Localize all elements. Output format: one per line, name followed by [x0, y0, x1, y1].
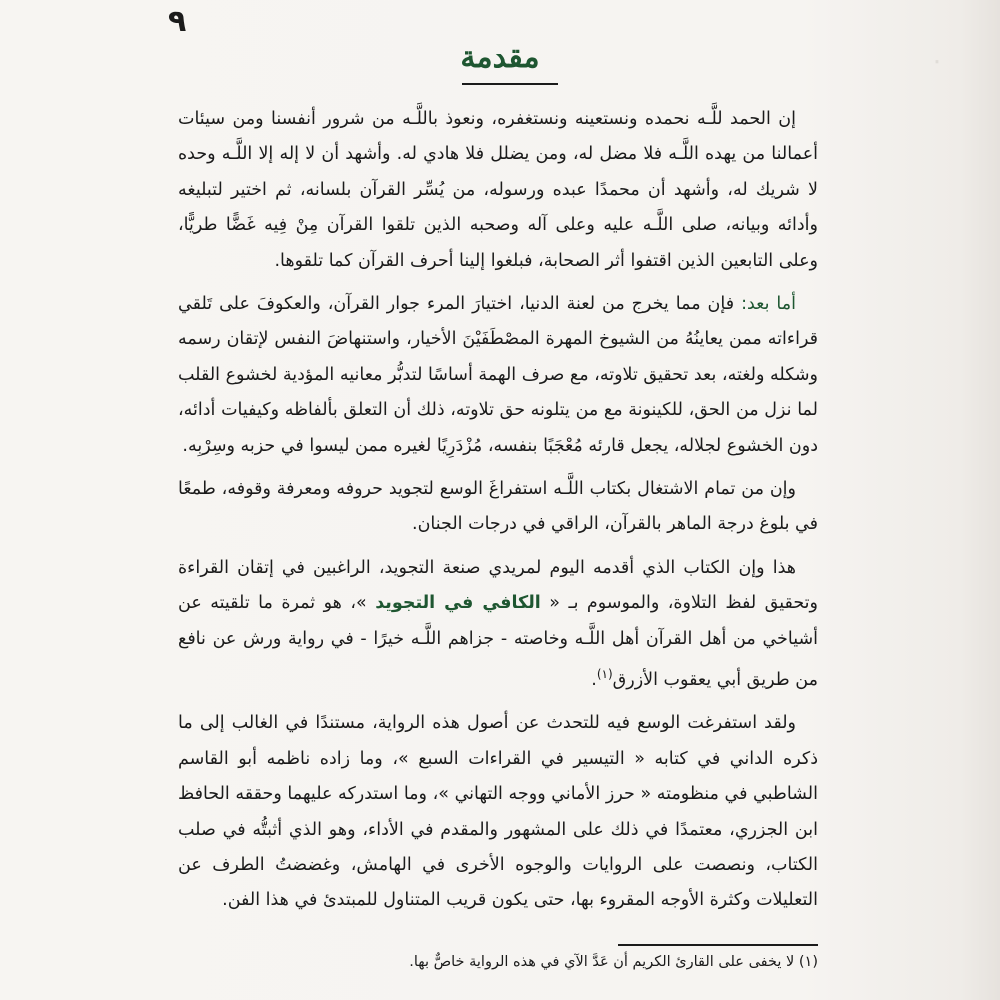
footnote-reference[interactable]: (١): [596, 667, 613, 682]
paragraph-4: [178, 551, 818, 698]
paragraph-text: إن الحمد للَّـه نحمده ونستعينه ونستغفره، ونعوذ باللَّـه من شرور أنفسنا ومن سيئات أعمالنا من يهده اللَّـه فلا مضل له، ومن يضلل فلا هادي له. وأشهد أن لا إله إلا اللَّـه وحده لا شريك له، وأشهد أن محمدًا عبده ورسوله، من يُسِّر القرآن بلسانه، ثم اختير لتبليغه وأدائه وبيانه، صلى اللَّـه عليه وعلى آله وصحبه الذين تلقوا القرآن مِنْ فِيه غَضًّا طريًّا، وعلى التابعين الذين اقتفوا أثر الصحابة، فبلغوا إلينا أحرف القرآن كما تلقوها.: [178, 109, 818, 271]
paragraph-1: [178, 102, 818, 279]
title-underline: [462, 83, 558, 85]
footnote: (١) لا يخفى على القارئ الكريم أن عَدَّ الآي في هذه الرواية خاصٌّ بها.: [409, 954, 818, 970]
paragraph-text: فإن مما يخرج من لعنة الدنيا، اختيارَ المرء جوار القرآن، والعكوفَ على تَلقي قراءاته ممن يعاينُهُ من الشيوخ المهرة المصْطَفَيْنَ الأخيار، واستنهاضَ النفس لإتقان رسمه وشكله ولغته، بعد تحقيق تلاوته، مع صرف الهمة أساسًا لتدبُّر معانيه المؤدية لخشوع القلب لما نزل من الحق، للكينونة مع من يتلونه حق تلاوته، ذلك أن التعلق بألفاظه وكيفيات أدائه، دون الخشوع لجلاله، يجعل قارئه مُعْجَبًا بنفسه، مُزْدَرِيًا لغيره ممن ليسوا في حزبه وسِرْبِه.: [178, 294, 818, 456]
main-text: [178, 102, 818, 927]
paragraph-text: .: [591, 669, 597, 690]
paragraph-text: هذا وإن الكتاب الذي أقدمه اليوم لمريدي صنعة التجويد، الراغبين في إتقان القراءة وتحقيق لفظ التلاوة، والموسوم بـ «: [178, 557, 818, 614]
paragraph-lead: أما بعد:: [741, 294, 796, 315]
footnote-divider: [618, 944, 818, 946]
paragraph-2: [178, 287, 818, 464]
page-number: ٩: [168, 4, 187, 39]
paragraph-text: »، هو ثمرة ما تلقيته عن أشياخي من أهل القرآن أهل اللَّـه وخاصته - جزاهم اللَّـه خيرًا - في رواية ورش عن نافع من طريق أبي يعقوب الأزرق: [178, 593, 818, 690]
bleed-through-mark: ٠: [930, 46, 944, 76]
paragraph-5: [178, 706, 818, 918]
paragraph-text: ولقد استفرغت الوسع فيه للتحدث عن أصول هذه الرواية، مستندًا في الغالب إلى ما ذكره الداني في كتابه « التيسير في القراءات السبع »، وما زاده ناظمه أبو القاسم الشاطبي في منظومته « حرز الأماني ووجه التهاني »، وما استدركه عليهما وحققه الحافظ ابن الجزري، معتمدًا في ذلك على المشهور والمقدم في الأداء، وهو الذي أثبتُّه في صلب الكتاب، ونصصت على الروايات والوجوه الأخرى في الهامش، وغضضتُ الطرف عن التعليلات وكثرة الأوجه المقروء بها، حتى يكون قريب المتناول للمبتدئ في هذا الفن.: [178, 713, 818, 911]
paragraph-text: وإن من تمام الاشتغال بكتاب اللَّـه استفراغَ الوسع لتجويد حروفه ومعرفة وقوفه، طمعًا في بلوغ درجة الماهر بالقرآن، الراقي في درجات الجنان.: [178, 479, 818, 535]
page-title: مقدمة: [460, 40, 540, 75]
paragraph-3: [178, 472, 818, 543]
book-title: الكافي في التجويد: [375, 593, 541, 614]
